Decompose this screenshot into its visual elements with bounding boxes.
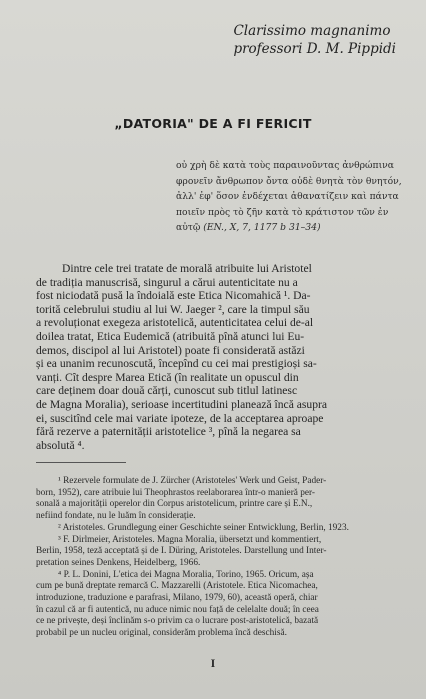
body-text xyxy=(36,262,408,452)
epigraph-last-line xyxy=(176,220,402,236)
footnote-line: introduzione, traduzione e parafrasi, Milano, 1979, 60), această operă, chiar xyxy=(36,593,318,604)
body-line: de Magna Moralia), serioase incertitudini planează încă asupra xyxy=(36,397,328,411)
epigraph-line: φρονεῖν ἄνθρωπον ὄντα οὐδὲ θνητὰ τὸν θνητόν, xyxy=(176,175,402,187)
epigraph-last-word: αὐτῷ xyxy=(176,222,201,233)
article-title: „DATORIA" DE A FI FERICIT xyxy=(114,116,312,131)
body-line: ei, suscitînd cele mai variate ipoteze, de la acceptarea aproape xyxy=(36,411,324,425)
footnote-line: nefiind fondate, nu le luăm în considerație. xyxy=(36,511,196,522)
footnote-line: cum pe bună dreptate remarcă C. Mazzarelli (Aristotele. Etica Nicomachea, xyxy=(36,581,318,592)
epigraph-line: ἀλλ' ἐφ' ὅσον ἐνδέχεται ἀθανατίζειν καὶ πάντα xyxy=(176,191,399,202)
body-line: și ea unanim recunoscută, începînd cu cei mai prestigioși sa- xyxy=(36,357,317,371)
body-line: a revoluționat exegeza aristotelică, autenticitatea celui de-al xyxy=(36,316,314,330)
dedication-line-2: professori D. M. Pippidi xyxy=(233,41,396,57)
footnote-line: pretation seines Denkens, Heidelberg, 1966. xyxy=(36,557,201,568)
epigraph-line: οὐ χρὴ δὲ κατὰ τοὺς παραινοῦντας ἀνθρώπινα xyxy=(176,160,394,171)
footnote-line: ⁴ P. L. Donini, L'etica dei Magna Moralia, Torino, 1965. Oricum, așa xyxy=(58,569,314,580)
footnote-line: în cazul că ar fi autentică, nu aduce nimic nou față de celelalte două; în ceea xyxy=(36,604,319,615)
body-line: doilea tratat, Etica Eudemică (atribuită pînă atunci lui Eu- xyxy=(36,329,305,343)
dedication xyxy=(233,22,396,58)
footnote-line: ¹ Rezervele formulate de J. Zürcher (Aristoteles' Werk und Geist, Pader- xyxy=(58,476,327,486)
footnote-line: probabil pe un nucleu original, considerăm problema încă deschisă. xyxy=(36,628,287,639)
dedication-line-1: Clarissimo magnanimo xyxy=(233,23,391,39)
footnote-line: ce ne privește, deși înclinăm s-o privim ca o lucrare post-aristotelică, bazată xyxy=(36,616,319,627)
body-line: de tradiția manuscrisă, singurul a cărui autenticitate nu a xyxy=(36,275,298,289)
page-number: I xyxy=(210,656,216,670)
body-line: absolută ⁴. xyxy=(36,438,85,452)
footnote-line: ² Aristoteles. Grundlegung einer Geschichte seiner Entwicklung, Berlin, 1923. xyxy=(58,522,349,533)
greek-epigraph xyxy=(176,158,402,236)
body-line: fără rezerve a paternității aristotelice ³, pînă la negarea sa xyxy=(36,425,301,439)
body-line: demos, discipol al lui Aristotel) poate fi considerată astăzi xyxy=(36,343,305,357)
epigraph-citation: (EN., X, 7, 1177 b 31–34) xyxy=(203,222,321,233)
body-line: fost niciodată pusă la îndoială este Etica Nicomahică ¹. Da- xyxy=(36,289,311,303)
footnote-line: sonală a majorității operelor din Corpus aristotelicum, printre care și E.N., xyxy=(36,499,313,510)
body-line: care deținem doar două cărți, cunoscut sub titlul latinesc xyxy=(36,384,298,398)
body-line: Dintre cele trei tratate de morală atribuite lui Aristotel xyxy=(62,262,312,275)
footnote-line: Berlin, 1958, teză acceptată și de I. Düring, Aristoteles. Darstellung und Inter- xyxy=(36,546,327,557)
footnotes xyxy=(36,476,408,640)
body-line: torită celebrului studiu al lui W. Jaeger ², care la timpul său xyxy=(36,302,310,316)
epigraph-line: ποιεῖν πρὸς τὸ ζῆν κατὰ τὸ κράτιστον τῶν ἐν xyxy=(176,206,389,218)
body-line: vanți. Cît despre Marea Etică (în realitate un opuscul din xyxy=(36,370,299,384)
footnote-line: ³ F. Dirlmeier, Aristoteles. Magna Moralia, übersetzt und kommentiert, xyxy=(58,534,322,545)
footnote-line: born, 1952), care atribuie lui Theophrastos reelaborarea într-o manieră per- xyxy=(36,487,316,498)
footnote-divider xyxy=(36,462,126,463)
